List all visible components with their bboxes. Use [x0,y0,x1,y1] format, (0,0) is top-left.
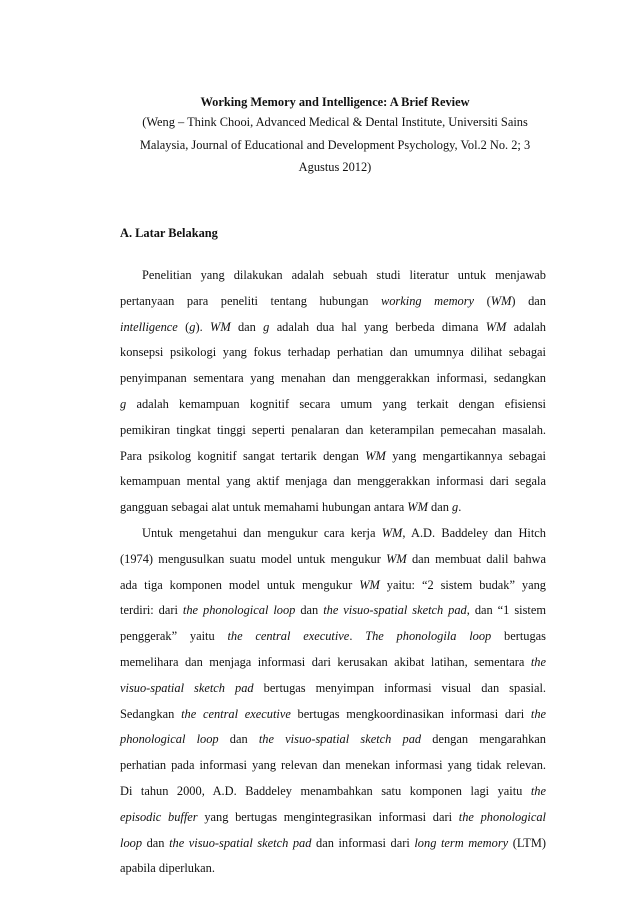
text-run: adalah dua hal yang berbeda dimana [269,319,486,334]
italic-term: WM [490,293,512,308]
text-run: memelihara dan menjaga informasi dari kerusakan akibat latihan, sementara [120,654,531,669]
italic-term: episodic buffer [120,809,198,824]
text-run: Sedangkan [120,706,182,721]
text-line [120,727,546,753]
italic-term: g [189,319,196,334]
text-run: Di tahun 2000, A.D. Baddeley menambahkan satu komponen lagi yaitu [120,783,531,798]
text-line [120,779,546,805]
text-line [120,366,546,392]
body-text [120,263,546,882]
text-line [120,418,546,444]
italic-term: WM [386,551,407,566]
text-run: bertugas mengkoordinasikan informasi dari [290,706,531,721]
text-run: apabila diperlukan. [120,861,215,876]
italic-term: the central executive [227,629,350,644]
text-run: (LTM) [508,835,546,850]
text-run: dan [295,603,324,618]
text-run: ) dan [511,293,546,308]
text-run: dan [230,319,264,334]
text-line [120,315,546,341]
text-line [120,573,546,599]
text-line [120,856,546,882]
source-line: (Weng – Think Chooi, Advanced Medical & Dental Institute, Universiti Sains [142,115,528,129]
italic-term: WM [365,448,386,463]
italic-term: the visuo-spatial sketch pad [169,835,312,850]
italic-term: the visuo-spatial sketch pad [258,732,422,747]
text-line [120,444,546,470]
italic-term: the central executive [181,706,291,721]
italic-term: loop [120,835,143,850]
italic-term: phonological loop [120,732,219,747]
text-run: adalah [506,319,547,334]
italic-term: g [452,500,459,515]
italic-term: the [530,706,547,721]
text-line [120,392,546,418]
text-run: ( [474,293,491,308]
text-line [120,831,546,857]
italic-term: WM [381,525,403,540]
text-line [120,753,546,779]
text-run: bertugas [491,629,547,644]
text-line [120,598,546,624]
italic-term: the phonological [458,809,547,824]
text-line [120,702,546,728]
body-paragraph [120,263,546,521]
text-run: (1974) mengusulkan suatu model untuk mengukur [120,551,387,566]
text-run: dan membuat dalil bahwa [406,551,546,566]
text-run: ). [195,319,210,334]
italic-term: WM [407,500,428,515]
text-run: penyimpanan sementara yang menahan dan menggerakkan informasi, sedangkan [120,371,546,386]
italic-term: the phonological loop [182,603,296,618]
text-run: . [349,629,366,644]
text-line [120,547,546,573]
italic-term: long term memory [414,835,509,850]
text-run: penggerak” yaitu [120,629,228,644]
text-run: Untuk mengetahui dan mengukur cara kerja [142,525,382,540]
text-run: Para psikolog kognitif sangat tertarik dengan [120,448,366,463]
text-run: kemampuan mental yang aktif menjaga dan menggerakkan informasi dari segala [120,474,546,489]
text-run: ( [177,319,190,334]
text-run: perhatian pada informasi yang relevan dan menekan informasi yang tidak relevan. [120,758,546,773]
italic-term: working memory [380,293,475,308]
italic-term: The phonologila loop [365,629,492,644]
text-run: , dan “1 sistem [466,603,546,618]
text-run: terdiri: dari [120,603,183,618]
text-line [120,521,546,547]
italic-term: intelligence [120,319,178,334]
text-run: pemikiran tingkat tinggi seperti penalaran dan keterampilan pemecahan masalah. [120,422,546,437]
italic-term: the visuo-spatial sketch pad [323,603,467,618]
text-line [120,340,546,366]
italic-term: g [120,396,127,411]
text-run: gangguan sebagai alat untuk memahami hubungan antara [120,500,408,515]
text-run: adalah kemampuan kognitif secara umum yang terkait dengan efisiensi [126,396,546,411]
text-line [120,469,546,495]
italic-term: visuo-spatial sketch pad [120,680,254,695]
text-line [120,676,546,702]
text-line [120,624,546,650]
text-run: , A.D. Baddeley dan Hitch [402,525,547,540]
text-run: yang mengartikannya sebagai [385,448,546,463]
text-run: konsepsi psikologi yang fokus terhadap perhatian dan umumnya dilihat sebagai [120,345,546,360]
document-title: Working Memory and Intelligence: A Brief Review [200,95,470,109]
text-run: ada tiga komponen model untuk mengukur [120,577,360,592]
italic-term: the [530,654,546,669]
source-line: Malaysia, Journal of Educational and Development Psychology, Vol.2 No. 2; 3 [139,137,531,152]
text-run: yang bertugas mengintegrasikan informasi dari [197,809,459,824]
text-run: pertanyaan para peneliti tentang hubungan [120,293,381,308]
italic-term: WM [485,319,507,334]
text-line [120,650,546,676]
text-run: bertugas menyimpan informasi visual dan spasial. [253,680,546,695]
text-line [120,263,546,289]
text-run: Penelitian yang dilakukan adalah sebuah studi literatur untuk menjawab [142,268,546,282]
text-line [120,495,546,521]
text-line [120,805,546,831]
text-run: dan informasi dari [311,835,415,850]
italic-term: WM [359,577,380,592]
text-run: dan [218,732,259,747]
text-run: yaitu: “2 sistem budak” yang [379,577,547,592]
text-run: dan [427,500,453,515]
source-line: Agustus 2012) [298,160,372,174]
text-run: dengan mengarahkan [421,732,546,747]
italic-term: the [530,783,546,798]
text-run: dan [142,835,170,850]
text-line [120,289,546,315]
document-source [100,111,570,179]
italic-term: WM [210,319,231,334]
section-heading: A. Latar Belakang [120,226,218,240]
text-run: . [458,500,462,515]
body-paragraph [120,521,546,882]
italic-term: g [263,319,270,334]
